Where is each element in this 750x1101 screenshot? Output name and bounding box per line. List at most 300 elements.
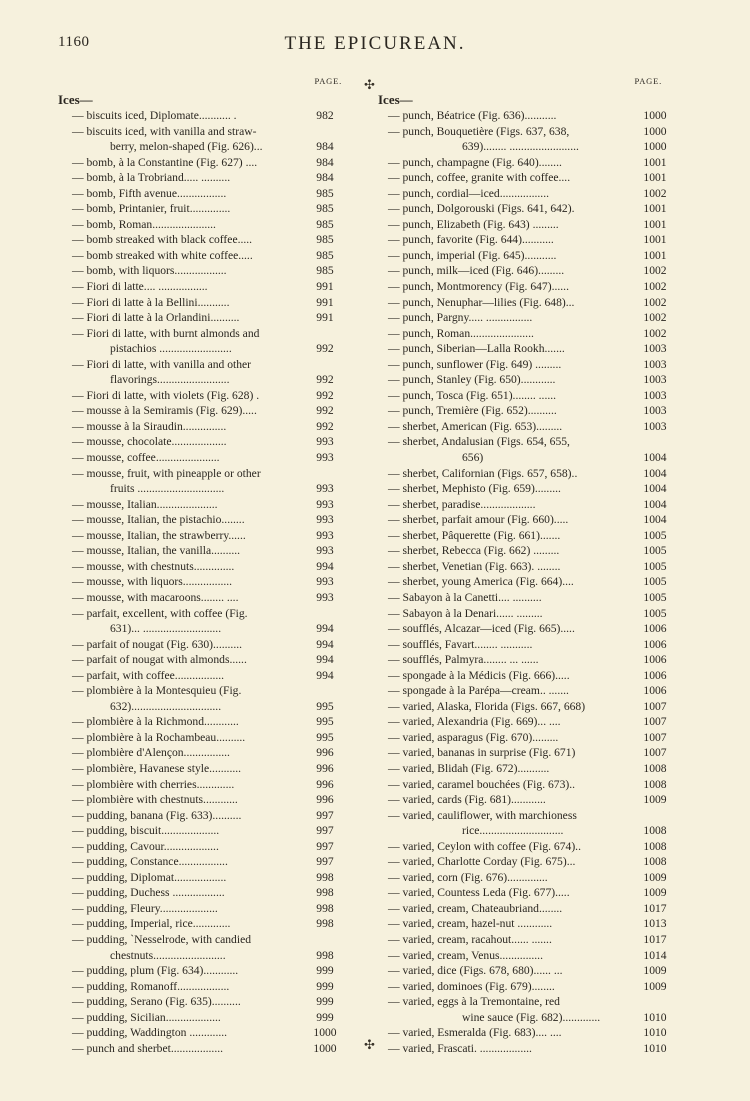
- entry-text: — pudding, Diplomat..................: [72, 870, 227, 884]
- entry-page-number: 993: [316, 497, 334, 511]
- entry-text: pistachios .........................: [110, 342, 232, 356]
- entry-page-number: 1001: [643, 248, 667, 262]
- entry-text: — varied, Alaska, Florida (Figs. 667, 668): [388, 699, 586, 713]
- index-entry: [58, 357, 350, 373]
- index-entry: [58, 403, 350, 419]
- entry-text: — punch, Bouquetière (Figs. 637, 638,: [388, 124, 570, 138]
- entry-page-number: 1005: [643, 575, 667, 589]
- index-entry: [58, 714, 350, 730]
- index-entry: [58, 901, 350, 917]
- index-entry: [58, 388, 350, 404]
- index-entry: [58, 201, 350, 217]
- index-entry: [58, 543, 350, 559]
- entry-text: — varied, cream, racahout...... .......: [388, 932, 552, 946]
- index-entry: [378, 963, 678, 979]
- entry-text: — varied, cauliflower, with marchioness: [388, 808, 577, 822]
- entry-page-number: 1010: [643, 1026, 667, 1040]
- entry-page-number: 994: [316, 622, 334, 636]
- entry-text: — varied, Blidah (Fig. 672)...........: [388, 761, 550, 775]
- index-entry: [58, 263, 350, 279]
- index-entry: [378, 901, 678, 917]
- index-entry: [378, 419, 678, 435]
- ornament-bottom: ✣: [364, 1038, 375, 1053]
- entry-text: — pudding, Imperial, rice.............: [72, 917, 231, 931]
- entry-page-number: 993: [316, 544, 334, 558]
- entry-text: — mousse, Italian, the vanilla..........: [72, 544, 241, 558]
- index-entry: [58, 761, 350, 777]
- entry-text: — Fiori di latte, with vanilla and other: [72, 357, 252, 371]
- entry-text: — punch and sherbet..................: [72, 1041, 224, 1055]
- index-entry: [58, 512, 350, 528]
- index-entry: [378, 606, 678, 622]
- entry-page-number: 1003: [643, 342, 667, 356]
- index-entry: [58, 528, 350, 544]
- entry-text: — Sabayon à la Canetti.... ..........: [388, 590, 542, 604]
- left-column: [58, 76, 350, 1056]
- right-entry-list: [378, 108, 678, 1056]
- entry-page-number: 1004: [643, 513, 667, 527]
- entry-page-number: 992: [316, 404, 334, 418]
- index-entry: [378, 854, 678, 870]
- index-entry: [378, 139, 678, 155]
- entry-text: 631)... ...........................: [110, 622, 222, 636]
- right-page-header: PAGE.: [634, 76, 662, 86]
- entry-text: — varied, bananas in surprise (Fig. 671): [388, 746, 576, 760]
- entry-page-number: 994: [316, 668, 334, 682]
- entry-text: — mousse, Italian, the strawberry......: [72, 528, 246, 542]
- entry-text: — plombière à la Richmond............: [72, 715, 239, 729]
- entry-text: — punch, Béatrice (Fig. 636)...........: [388, 109, 557, 122]
- index-entry: [378, 170, 678, 186]
- index-entry: [58, 295, 350, 311]
- index-entry: [378, 434, 678, 450]
- index-entry: [58, 186, 350, 202]
- entry-page-number: 985: [316, 186, 334, 200]
- entry-text: rice.............................: [462, 824, 564, 838]
- index-entry: [58, 232, 350, 248]
- index-entry: [378, 388, 678, 404]
- index-entry: [58, 916, 350, 932]
- entry-page-number: 1017: [643, 901, 667, 915]
- entry-page-number: 1008: [643, 839, 667, 853]
- entry-text: — sherbet, paradise...................: [388, 497, 536, 511]
- index-entry: [58, 248, 350, 264]
- entry-page-number: 997: [316, 839, 334, 853]
- entry-page-number: 991: [316, 280, 334, 294]
- index-entry: [58, 326, 350, 342]
- index-entry: [58, 823, 350, 839]
- index-entry: [58, 839, 350, 855]
- entry-text: — pudding, Duchess ..................: [72, 886, 225, 900]
- entry-page-number: 992: [316, 419, 334, 433]
- entry-text: — bomb, à la Constantine (Fig. 627) ....: [72, 155, 258, 169]
- entry-page-number: 1008: [643, 761, 667, 775]
- entry-page-number: 1004: [643, 482, 667, 496]
- entry-page-number: 984: [316, 140, 334, 154]
- entry-text: — sherbet, Mephisto (Fig. 659).........: [388, 482, 561, 496]
- entry-text: — punch, milk—iced (Fig. 646).........: [388, 264, 565, 278]
- index-entry: [378, 777, 678, 793]
- index-entry: [58, 1041, 350, 1057]
- index-entry: [378, 201, 678, 217]
- index-entry: [58, 139, 350, 155]
- index-entry: [58, 108, 350, 124]
- index-entry: [58, 341, 350, 357]
- entry-page-number: 998: [316, 948, 334, 962]
- index-entry: [378, 263, 678, 279]
- entry-page-number: 1007: [643, 730, 667, 744]
- index-entry: [378, 543, 678, 559]
- index-entry: [378, 186, 678, 202]
- entry-text: — bomb, Printanier, fruit..............: [72, 202, 231, 216]
- index-entry: [378, 295, 678, 311]
- entry-text: — varied, dice (Figs. 678, 680)...... ...: [388, 964, 563, 978]
- entry-page-number: 1010: [643, 1041, 667, 1055]
- entry-text: — punch, imperial (Fig. 645)...........: [388, 248, 557, 262]
- entry-text: — punch, champagne (Fig. 640)........: [388, 155, 562, 169]
- index-entry: [378, 357, 678, 373]
- entry-text: — mousse, Italian.....................: [72, 497, 218, 511]
- entry-page-number: 984: [316, 155, 334, 169]
- entry-text: — plombière d'Alençon................: [72, 746, 230, 760]
- entry-text: — bomb streaked with black coffee.....: [72, 233, 253, 247]
- entry-page-number: 1008: [643, 777, 667, 791]
- entry-text: — bomb, with liquors..................: [72, 264, 227, 278]
- entry-text: — punch, Pargny..... ................: [388, 311, 533, 325]
- index-entry: [58, 777, 350, 793]
- entry-text: — varied, Frascati. ..................: [388, 1041, 532, 1055]
- entry-text: — punch, sunflower (Fig. 649) .........: [388, 357, 562, 371]
- index-entry: [58, 1025, 350, 1041]
- index-entry: [378, 590, 678, 606]
- entry-text: — punch, coffee, granite with coffee....: [388, 171, 571, 185]
- index-entry: [378, 870, 678, 886]
- entry-text: — varied, eggs à la Tremontaine, red: [388, 995, 560, 1009]
- entry-text: — pudding, Sicilian...................: [72, 1010, 221, 1024]
- entry-text: — pudding, Constance.................: [72, 855, 228, 869]
- index-entry: [378, 730, 678, 746]
- entry-text: — sherbet, American (Fig. 653).........: [388, 419, 563, 433]
- entry-page-number: 995: [316, 699, 334, 713]
- index-entry: [58, 870, 350, 886]
- index-entry: [378, 341, 678, 357]
- entry-text: — varied, Countess Leda (Fig. 677).....: [388, 886, 570, 900]
- entry-text: — mousse, chocolate...................: [72, 435, 227, 449]
- index-entry: [378, 559, 678, 575]
- entry-text: — punch, Tosca (Fig. 651)........ ......: [388, 388, 557, 402]
- entry-text: — spongade à la Médicis (Fig. 666).....: [388, 668, 570, 682]
- entry-page-number: 1017: [643, 932, 667, 946]
- index-entry: [58, 994, 350, 1010]
- entry-text: — varied, dominoes (Fig. 679)........: [388, 979, 555, 993]
- entry-page-number: 1003: [643, 373, 667, 387]
- entry-page-number: 1013: [643, 917, 667, 931]
- entry-text: 656): [462, 451, 484, 465]
- index-entry: [58, 948, 350, 964]
- entry-text: — pudding, biscuit....................: [72, 824, 220, 838]
- index-entry: [378, 839, 678, 855]
- entry-text: — punch, Dolgorouski (Figs. 641, 642).: [388, 202, 575, 216]
- index-entry: [58, 683, 350, 699]
- entry-page-number: 985: [316, 202, 334, 216]
- entry-text: — punch, Elizabeth (Fig. 643) .........: [388, 217, 559, 231]
- entry-page-number: 1006: [643, 668, 667, 682]
- entry-text: — varied, cream, hazel-nut ............: [388, 917, 553, 931]
- entry-text: — sherbet, Venetian (Fig. 663). ........: [388, 559, 561, 573]
- entry-page-number: 1002: [643, 295, 667, 309]
- index-entry: [58, 885, 350, 901]
- entry-text: — punch, Montmorency (Fig. 647)......: [388, 280, 569, 294]
- entry-page-number: 1000: [313, 1026, 337, 1040]
- entry-text: — biscuits iced, Diplomate........... .: [72, 109, 237, 122]
- right-column: [378, 76, 678, 1056]
- index-entry: [378, 932, 678, 948]
- index-entry: [58, 621, 350, 637]
- entry-text: — mousse à la Semiramis (Fig. 629).....: [72, 404, 257, 418]
- entry-text: — pudding, Serano (Fig. 635)..........: [72, 995, 241, 1009]
- entry-text: — soufflés, Palmyra........ ... ......: [388, 653, 539, 667]
- entry-page-number: 1010: [643, 1010, 667, 1024]
- entry-text: — Fiori di latte à la Orlandini..........: [72, 311, 240, 325]
- index-entry: [378, 528, 678, 544]
- right-section-title: Ices—: [378, 92, 413, 107]
- index-entry: [378, 994, 678, 1010]
- entry-page-number: 1001: [643, 233, 667, 247]
- index-entry: [378, 808, 678, 824]
- entry-text: berry, melon-shaped (Fig. 626)...: [110, 140, 263, 154]
- index-entry: [378, 979, 678, 995]
- entry-text: — Sabayon à la Denari...... .........: [388, 606, 543, 620]
- entry-page-number: 998: [316, 917, 334, 931]
- index-entry: [58, 279, 350, 295]
- index-entry: [378, 792, 678, 808]
- left-page-header: PAGE.: [314, 76, 342, 86]
- index-entry: [58, 606, 350, 622]
- entry-page-number: 1008: [643, 855, 667, 869]
- entry-page-number: 995: [316, 715, 334, 729]
- entry-text: — soufflés, Favart........ ...........: [388, 637, 533, 651]
- entry-text: — pudding, plum (Fig. 634)............: [72, 964, 239, 978]
- entry-text: — mousse à la Siraudin...............: [72, 419, 227, 433]
- entry-page-number: 1000: [643, 109, 667, 122]
- entry-text: — mousse, coffee......................: [72, 451, 220, 465]
- entry-text: — bomb, à la Trobriand..... ..........: [72, 171, 231, 185]
- entry-page-number: 993: [316, 590, 334, 604]
- entry-page-number: 999: [316, 979, 334, 993]
- index-entry: [378, 683, 678, 699]
- entry-page-number: 994: [316, 653, 334, 667]
- entry-page-number: 994: [316, 559, 334, 573]
- entry-page-number: 991: [316, 311, 334, 325]
- entry-page-number: 1002: [643, 311, 667, 325]
- index-entry: [58, 155, 350, 171]
- entry-page-number: 1006: [643, 653, 667, 667]
- entry-page-number: 998: [316, 870, 334, 884]
- entry-page-number: 1008: [643, 824, 667, 838]
- entry-page-number: 1001: [643, 155, 667, 169]
- entry-page-number: 1003: [643, 357, 667, 371]
- entry-page-number: 996: [316, 746, 334, 760]
- entry-text: — sherbet, Californian (Figs. 657, 658)..: [388, 466, 578, 480]
- entry-page-number: 998: [316, 901, 334, 915]
- entry-text: — biscuits iced, with vanilla and straw-: [72, 124, 257, 138]
- entry-text: flavorings.........................: [110, 373, 230, 387]
- index-entry: [58, 792, 350, 808]
- index-entry: [58, 1010, 350, 1026]
- entry-page-number: 1007: [643, 746, 667, 760]
- entry-text: — Fiori di latte à la Bellini...........: [72, 295, 230, 309]
- entry-page-number: 993: [316, 482, 334, 496]
- entry-text: — bomb streaked with white coffee.....: [72, 248, 253, 262]
- index-entry: [378, 1025, 678, 1041]
- index-entry: [58, 497, 350, 513]
- entry-page-number: 993: [316, 451, 334, 465]
- entry-text: — varied, corn (Fig. 676)..............: [388, 870, 548, 884]
- index-entry: [378, 652, 678, 668]
- entry-text: — varied, cream, Chateaubriand........: [388, 901, 563, 915]
- entry-page-number: 996: [316, 761, 334, 775]
- entry-page-number: 991: [316, 295, 334, 309]
- entry-text: — parfait, excellent, with coffee (Fig.: [72, 606, 248, 620]
- entry-text: — pudding, `Nesselrode, with candied: [72, 932, 252, 946]
- index-entry: [378, 916, 678, 932]
- entry-text: 639)........ ........................: [462, 140, 579, 154]
- entry-text: — mousse, Italian, the pistachio........: [72, 513, 245, 527]
- index-entry: [378, 699, 678, 715]
- entry-page-number: 996: [316, 777, 334, 791]
- entry-page-number: 985: [316, 248, 334, 262]
- index-entry: [58, 979, 350, 995]
- entry-page-number: 996: [316, 793, 334, 807]
- entry-text: — punch, Nenuphar—lilies (Fig. 648)...: [388, 295, 575, 309]
- entry-text: — pudding, Waddington .............: [72, 1026, 228, 1040]
- index-entry: [378, 668, 678, 684]
- entry-page-number: 1009: [643, 793, 667, 807]
- entry-text: — spongade à la Parépa—cream.. .......: [388, 684, 569, 698]
- entry-page-number: 1001: [643, 202, 667, 216]
- left-entry-list: [58, 108, 350, 1056]
- index-entry: [378, 217, 678, 233]
- index-entry: [378, 621, 678, 637]
- entry-page-number: 999: [316, 1010, 334, 1024]
- index-entry: [378, 574, 678, 590]
- entry-page-number: 1009: [643, 979, 667, 993]
- index-entry: [58, 745, 350, 761]
- index-entry: [58, 652, 350, 668]
- entry-page-number: 1000: [313, 1041, 337, 1055]
- index-entry: [58, 637, 350, 653]
- index-entry: [378, 108, 678, 124]
- index-entry: [378, 232, 678, 248]
- index-entry: [378, 761, 678, 777]
- index-entry: [58, 372, 350, 388]
- index-entry: [378, 1041, 678, 1057]
- entry-text: — plombière à la Rochambeau..........: [72, 730, 246, 744]
- index-entry: [58, 481, 350, 497]
- entry-text: — varied, Alexandria (Fig. 669)... ....: [388, 715, 561, 729]
- entry-text: — punch, Siberian—Lalla Rookh.......: [388, 342, 565, 356]
- index-entry: [378, 124, 678, 140]
- entry-text: — punch, favorite (Fig. 644)...........: [388, 233, 554, 247]
- index-entry: [58, 434, 350, 450]
- entry-page-number: 1003: [643, 388, 667, 402]
- entry-page-number: 995: [316, 730, 334, 744]
- entry-text: — parfait of nougat (Fig. 630)..........: [72, 637, 243, 651]
- entry-text: — punch, cordial—iced.................: [388, 186, 549, 200]
- index-entry: [58, 730, 350, 746]
- entry-text: — sherbet, Rebecca (Fig. 662) .........: [388, 544, 560, 558]
- entry-text: — mousse, with liquors.................: [72, 575, 233, 589]
- entry-text: — plombière à la Montesquieu (Fig.: [72, 684, 242, 698]
- index-entry: [58, 574, 350, 590]
- entry-page-number: 1006: [643, 684, 667, 698]
- entry-page-number: 992: [316, 373, 334, 387]
- entry-page-number: 1007: [643, 699, 667, 713]
- entry-text: — pudding, banana (Fig. 633)..........: [72, 808, 242, 822]
- entry-text: — pudding, Fleury....................: [72, 901, 218, 915]
- entry-text: chestnuts.........................: [110, 948, 226, 962]
- entry-page-number: 998: [316, 886, 334, 900]
- index-entry: [378, 279, 678, 295]
- entry-text: — soufflés, Alcazar—iced (Fig. 665).....: [388, 622, 575, 636]
- entry-text: — varied, asparagus (Fig. 670).........: [388, 730, 559, 744]
- index-entry: [378, 714, 678, 730]
- entry-page-number: 1002: [643, 264, 667, 278]
- entry-page-number: 1005: [643, 606, 667, 620]
- entry-page-number: 1004: [643, 497, 667, 511]
- entry-page-number: 1009: [643, 870, 667, 884]
- entry-text: — Fiori di latte.... .................: [72, 280, 208, 294]
- entry-text: — sherbet, Pâquerette (Fig. 661).......: [388, 528, 561, 542]
- index-entry: [378, 497, 678, 513]
- entry-text: — varied, Esmeralda (Fig. 683).... ....: [388, 1026, 562, 1040]
- entry-page-number: 994: [316, 637, 334, 651]
- entry-page-number: 984: [316, 171, 334, 185]
- entry-page-number: 993: [316, 435, 334, 449]
- entry-page-number: 1000: [643, 140, 667, 154]
- index-entry: [378, 885, 678, 901]
- entry-page-number: 1003: [643, 404, 667, 418]
- index-entry: [58, 963, 350, 979]
- index-entry: [58, 419, 350, 435]
- entry-page-number: 985: [316, 264, 334, 278]
- entry-text: fruits ..............................: [110, 482, 225, 496]
- index-entry: [378, 372, 678, 388]
- index-entry: [378, 466, 678, 482]
- entry-text: — sherbet, young America (Fig. 664)....: [388, 575, 574, 589]
- index-entry: [58, 590, 350, 606]
- entry-text: — mousse, fruit, with pineapple or other: [72, 466, 261, 480]
- entry-page-number: 985: [316, 217, 334, 231]
- entry-page-number: 1006: [643, 637, 667, 651]
- entry-page-number: 1001: [643, 171, 667, 185]
- entry-page-number: 1000: [643, 124, 667, 138]
- entry-text: — pudding, Cavour...................: [72, 839, 219, 853]
- entry-page-number: 999: [316, 964, 334, 978]
- running-head: THE EPICUREAN.: [284, 33, 466, 54]
- index-entry: [58, 170, 350, 186]
- index-entry: [378, 948, 678, 964]
- entry-text: — plombière with chestnuts............: [72, 793, 238, 807]
- index-entry: [58, 466, 350, 482]
- index-entry: [58, 217, 350, 233]
- entry-page-number: 1002: [643, 280, 667, 294]
- index-entry: [378, 745, 678, 761]
- entry-page-number: 1007: [643, 715, 667, 729]
- entry-text: — plombière, Havanese style...........: [72, 761, 242, 775]
- entry-page-number: 1001: [643, 217, 667, 231]
- entry-page-number: 1002: [643, 186, 667, 200]
